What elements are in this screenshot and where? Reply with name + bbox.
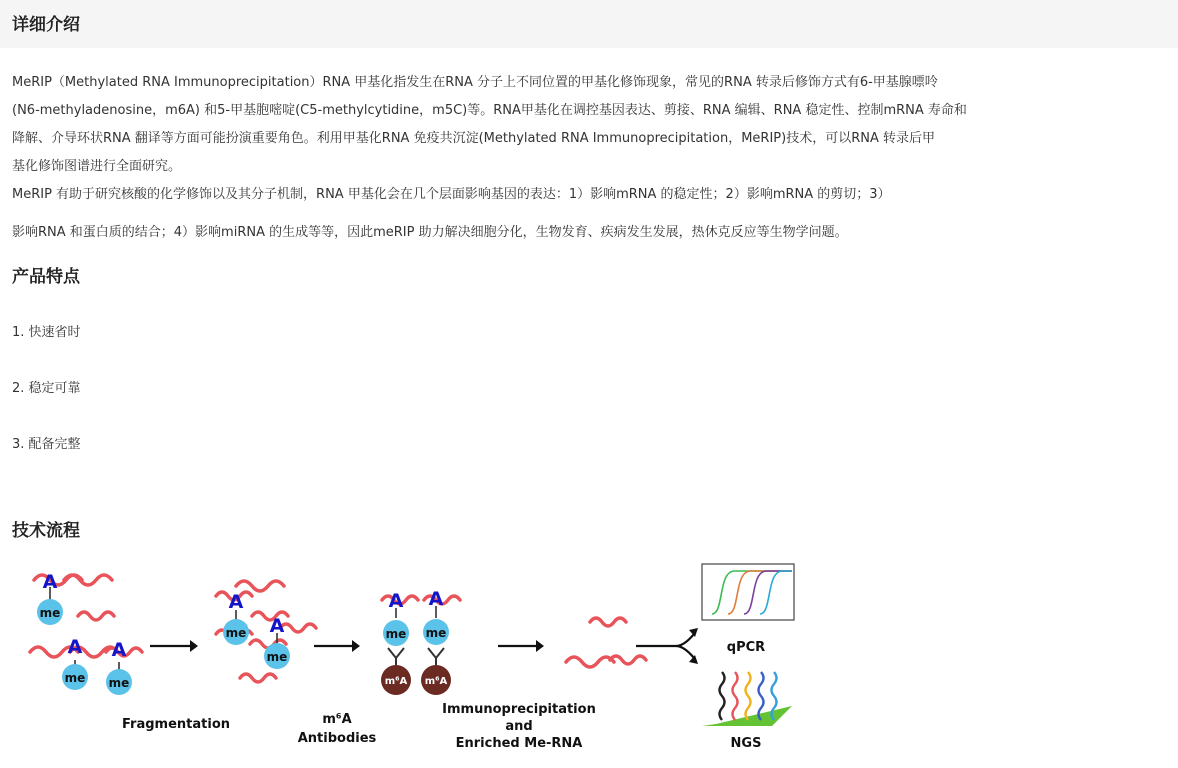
svg-text:A: A <box>388 590 404 612</box>
workflow-heading: 技术流程 <box>12 521 80 541</box>
svg-text:A: A <box>111 639 127 661</box>
svg-text:A: A <box>42 571 58 593</box>
intro-line: 降解、介导环状RNA 翻译等方面可能扮演重要角色。利用甲基化RNA 免疫共沉淀(Methylated RNA Immunoprecipitation，MeRIP)技术，可以RNA 转录后甲 <box>12 131 935 146</box>
section-header-details <box>0 0 1178 48</box>
enriched-rna <box>566 618 646 667</box>
intro-line: 基化修饰图谱进行全面研究。 <box>12 159 182 174</box>
svg-text:m⁶A: m⁶A <box>384 676 408 687</box>
methyl-group <box>62 636 88 690</box>
svg-text:m⁶A: m⁶A <box>424 676 448 687</box>
qpcr-label: qPCR <box>726 640 766 655</box>
ip-label: Enriched Me-RNA <box>455 736 583 751</box>
svg-text:me: me <box>266 650 288 664</box>
feature-item: 2. 稳定可靠 <box>12 381 81 396</box>
qpcr-plot <box>702 564 794 620</box>
intro-line: MeRIP（Methylated RNA Immunoprecipitation）RNA 甲基化指发生在RNA 分子上不同位置的甲基化修饰现象，常见的RNA 转录后修饰方式有6-甲基腺嘌呤 <box>12 75 938 90</box>
svg-text:me: me <box>225 626 247 640</box>
feature-item: 1. 快速省时 <box>12 325 81 340</box>
features-heading: 产品特点 <box>12 267 80 287</box>
intro-text <box>12 69 1162 247</box>
ngs-label: NGS <box>730 736 762 751</box>
fragmentation-label: Fragmentation <box>122 717 230 732</box>
svg-text:me: me <box>425 626 447 640</box>
ngs-strand <box>746 672 751 720</box>
svg-text:me: me <box>39 606 61 620</box>
methyl-group <box>223 591 249 645</box>
antibodies-label: Antibodies <box>297 731 377 746</box>
antibody-bead-complex <box>381 590 411 695</box>
methyl-group <box>37 571 63 625</box>
antibodies-label: m⁶A <box>322 712 352 727</box>
ngs-strand <box>733 672 738 720</box>
arrow-icon <box>498 640 544 652</box>
svg-text:A: A <box>428 588 444 610</box>
ngs-strand <box>759 672 764 720</box>
ip-label: and <box>505 719 533 734</box>
svg-text:A: A <box>269 615 285 637</box>
ngs-flowcell <box>702 672 792 726</box>
intro-line: MeRIP 有助于研究核酸的化学修饰以及其分子机制，RNA 甲基化会在几个层面影响基因的表达：1）影响mRNA 的稳定性；2）影响mRNA 的剪切；3） <box>12 187 891 202</box>
svg-text:A: A <box>67 636 83 658</box>
svg-text:me: me <box>385 627 407 641</box>
svg-text:me: me <box>108 676 130 690</box>
ngs-strand <box>720 672 725 720</box>
arrow-icon <box>150 640 198 652</box>
intro-line: (N6-methyladenosine，m6A) 和5-甲基胞嘧啶(C5-methylcytidine，m5C)等。RNA甲基化在调控基因表达、剪接、RNA 编辑、RNA 稳定性、控制mRNA 寿命和 <box>12 103 967 118</box>
svg-text:A: A <box>228 591 244 613</box>
merip-workflow-diagram <box>0 556 820 766</box>
intro-line: 影响RNA 和蛋白质的结合；4）影响miRNA 的生成等等，因此meRIP 助力解决细胞分化，生物发育、疾病发生发展，热休克反应等生物学问题。 <box>12 225 848 240</box>
svg-text:me: me <box>64 671 86 685</box>
section-title: 详细介绍 <box>12 15 80 35</box>
feature-item: 3. 配备完整 <box>12 437 81 452</box>
ip-label: Immunoprecipitation <box>442 702 596 717</box>
arrow-icon <box>314 640 360 652</box>
